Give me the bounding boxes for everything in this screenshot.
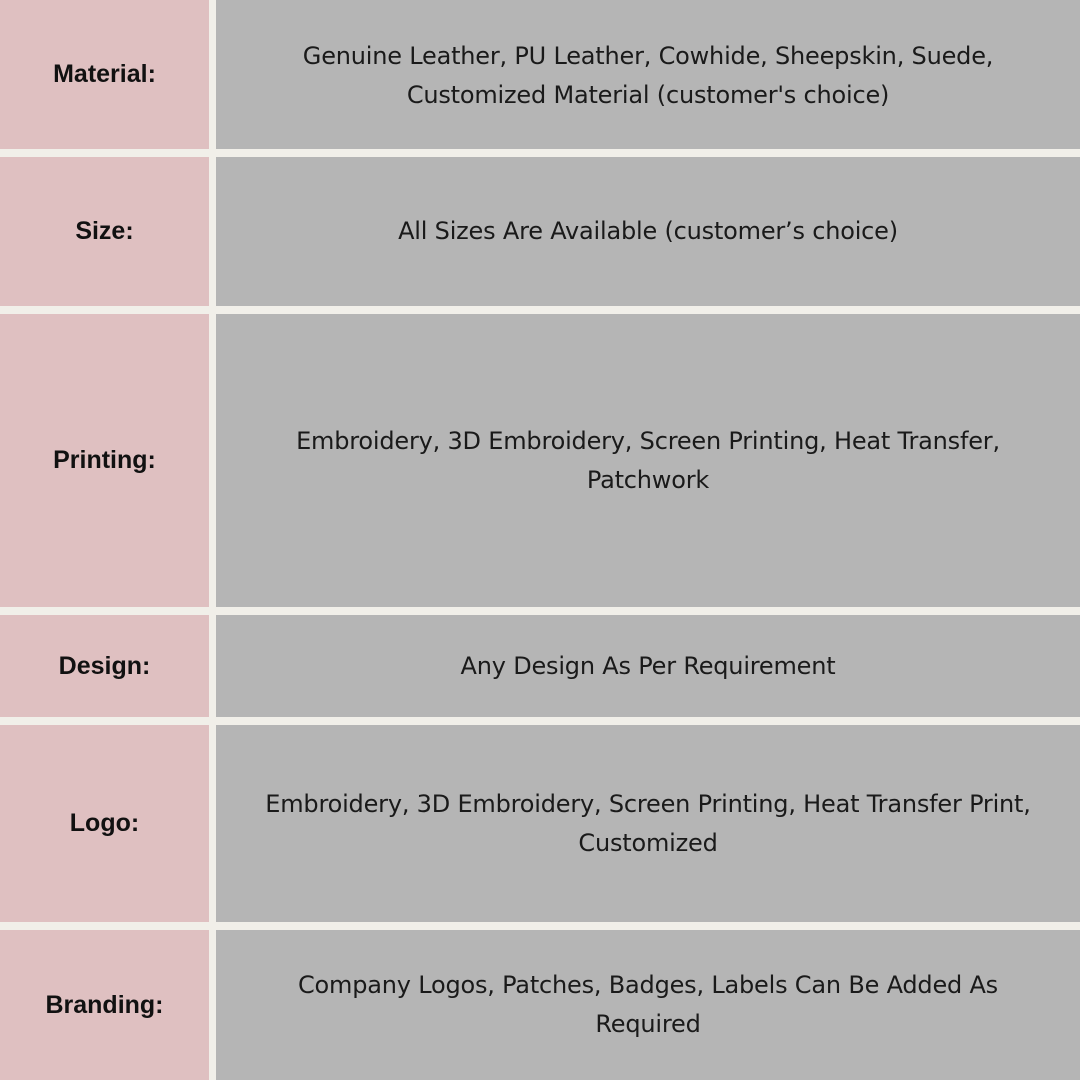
- spec-value-cell: [216, 725, 1080, 922]
- spec-value-branding: Company Logos, Patches, Badges, Labels Can Be Added As Required: [298, 971, 998, 1038]
- spec-label-printing: Printing:: [53, 446, 156, 474]
- spec-label-cell: [0, 725, 209, 922]
- spec-label-cell: [0, 314, 209, 607]
- spec-row-design: [0, 615, 1080, 717]
- spec-label-cell: [0, 0, 209, 149]
- spec-value-cell: [216, 157, 1080, 306]
- spec-row-material: [0, 0, 1080, 149]
- spec-value-cell: [216, 615, 1080, 717]
- spec-label-size: Size:: [75, 217, 134, 245]
- spec-label-material: Material:: [53, 60, 156, 88]
- spec-value-cell: [216, 930, 1080, 1080]
- spec-label-cell: [0, 615, 209, 717]
- spec-row-size: [0, 157, 1080, 306]
- spec-row-printing: [0, 314, 1080, 607]
- spec-value-size: All Sizes Are Available (customer’s choice): [398, 217, 898, 245]
- spec-row-branding: [0, 930, 1080, 1080]
- spec-value-cell: [216, 0, 1080, 149]
- spec-value-printing: Embroidery, 3D Embroidery, Screen Printing, Heat Transfer, Patchwork: [296, 426, 1000, 494]
- spec-value-design: Any Design As Per Requirement: [460, 651, 836, 680]
- spec-label-branding: Branding:: [45, 990, 164, 1019]
- spec-label-cell: [0, 930, 209, 1080]
- spec-row-logo: [0, 725, 1080, 922]
- spec-label-logo: Logo:: [69, 809, 140, 837]
- spec-label-design: Design:: [58, 651, 151, 680]
- spec-value-logo: Embroidery, 3D Embroidery, Screen Printing, Heat Transfer Print, Customized: [265, 789, 1031, 857]
- spec-label-cell: [0, 157, 209, 306]
- spec-value-material: Genuine Leather, PU Leather, Cowhide, Sheepskin, Suede, Customized Material (customer's choice): [302, 41, 994, 109]
- spec-value-cell: [216, 314, 1080, 607]
